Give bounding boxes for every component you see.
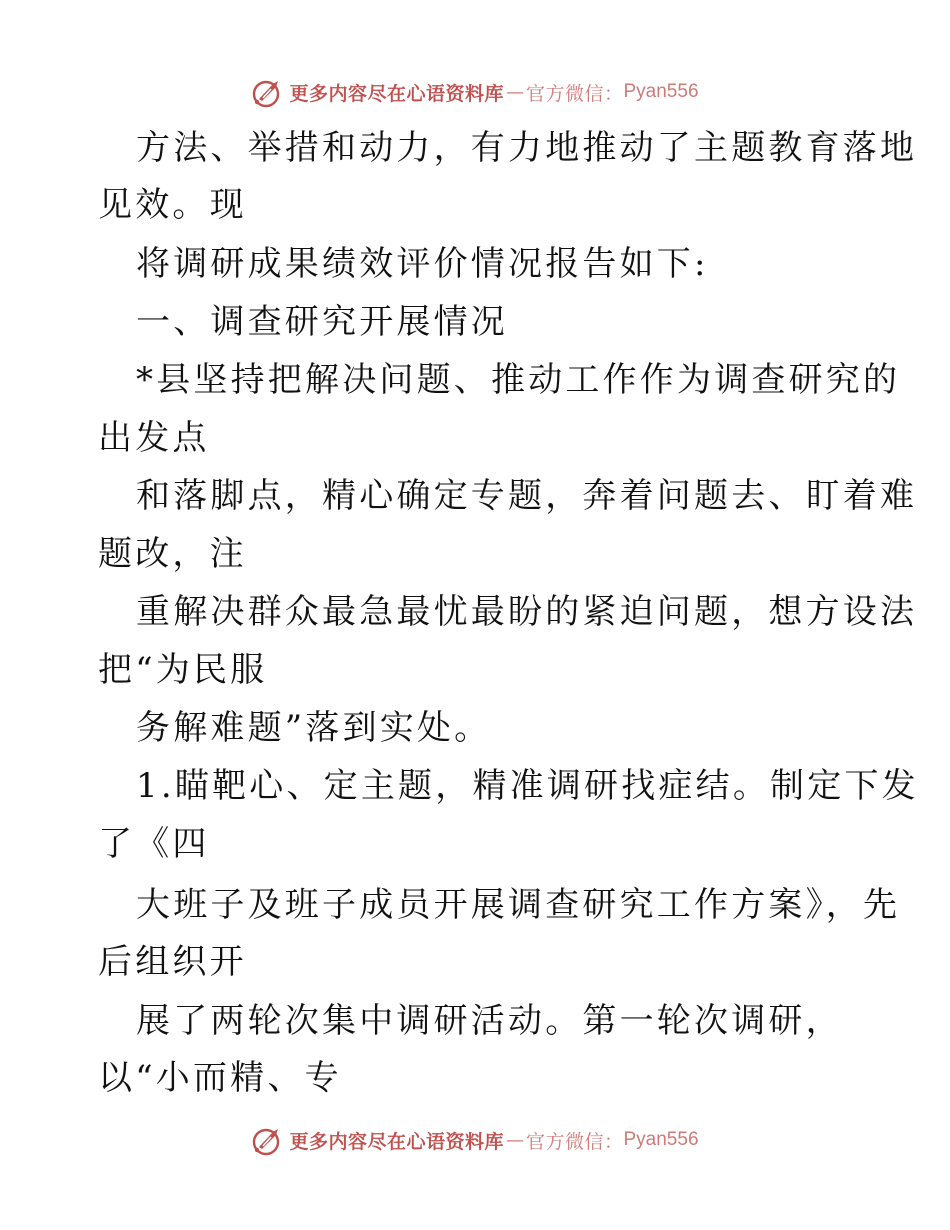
footer-banner [0,1118,950,1162]
body-line: 大班子及班子成员开展调查研究工作方案》，先 [136,885,901,925]
body-line: 把“为民服 [98,650,268,690]
body-line: 和落脚点，精心确定专题，奔着问题去、盯着难 [136,476,918,516]
pen-logo-icon [251,75,285,109]
body-line: 将调研成果绩效评价情况报告如下: [136,244,709,284]
body-line: *县坚持把解决问题、推动工作作为调查研究的 [136,360,901,400]
body-line: 出发点 [98,418,210,458]
banner-brand: 更多内容尽在心语资料库 [289,82,504,105]
body-line: 后组织开 [98,942,247,982]
body-line: 以“小而精、专 [98,1058,342,1098]
body-line: 方法、举措和动力，有力地推动了主题教育落地 [136,128,918,168]
banner-separator: — [505,81,524,103]
section-heading: 一、调查研究开展情况 [136,302,508,342]
body-line: 了《四 [98,824,210,864]
banner-handle: Pyan556 [623,1129,699,1150]
banner-official: 官方微信： [525,1130,624,1153]
body-line: 1.瞄靶心、定主题，精准调研找症结。制定下发 [136,766,919,806]
banner-separator: — [505,1129,524,1151]
pen-logo-icon [251,1123,285,1157]
banner-official: 官方微信： [525,82,624,105]
body-line: 见效。现 [98,185,247,225]
body-line: 重解决群众最急最忧最盼的紧迫问题，想方设法 [136,592,918,632]
body-line: 展了两轮次集中调研活动。第一轮次调研， [136,1001,843,1041]
header-banner [0,70,950,114]
body-line: 题改，注 [98,534,247,574]
banner-handle: Pyan556 [623,81,699,102]
body-line: 务解难题”落到实处。 [136,708,492,748]
banner-brand: 更多内容尽在心语资料库 [289,1130,504,1153]
